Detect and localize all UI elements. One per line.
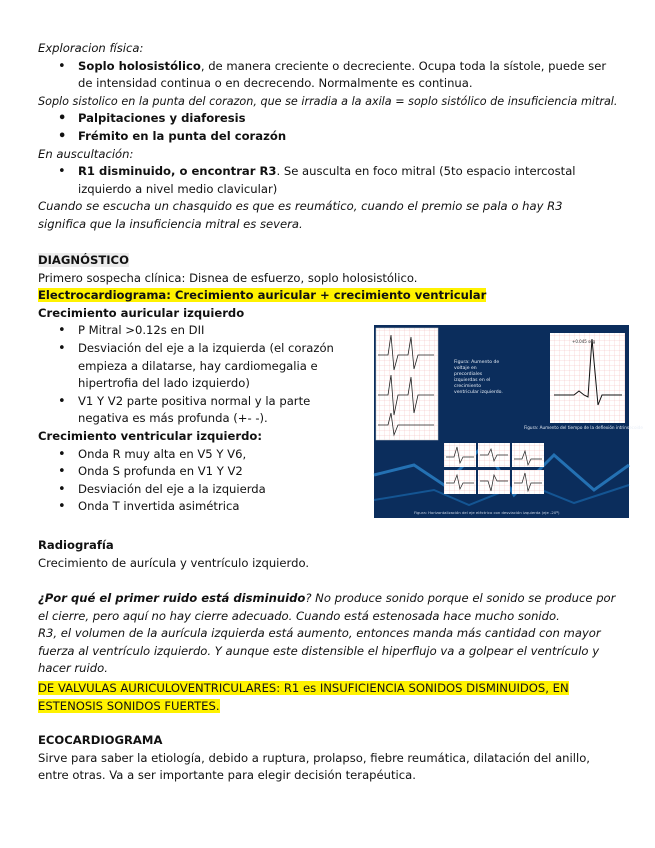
chasquido-note-1: Cuando se escucha un chasquido es que es reumático, cuando el premio se pala o hay R3 xyxy=(38,199,563,214)
radiografia-text: Crecimiento de aurícula y ventrículo izquierdo. xyxy=(38,555,310,570)
list-item: • Onda R muy alta en V5 Y V6, xyxy=(38,446,458,464)
list-item: • P Mitral >0.12s en DII xyxy=(38,322,358,340)
list-item: • Palpitaciones y diaforesis xyxy=(38,110,618,128)
figure-caption-1: Figura: Aumento de voltaje en precordiales izquierdas en el crecimiento ventricular izquierdo. xyxy=(454,360,503,395)
exploracion-heading: Exploracion física: xyxy=(38,41,144,55)
exploracion-heading-text: Exploracion física xyxy=(38,41,140,55)
list-item: • Frémito en la punta del corazón xyxy=(38,128,618,146)
list-item xyxy=(38,58,618,93)
r1-bold: R1 disminuido, o encontrar R3 xyxy=(78,164,277,179)
pregunta-text xyxy=(38,590,620,625)
radiografia-title: Radiografía xyxy=(38,538,114,552)
valvulas-highlight: DE VALVULAS AURICULOVENTRICULARES: R1 es INSUFICIENCIA SONIDOS DISMINUIDOS, EN ESTENOSIS SONIDOS FUERTES. xyxy=(38,681,569,713)
list-item: • Onda T invertida asimétrica xyxy=(38,498,458,516)
list-item: • Desviación del eje a la izquierda (el corazón empieza a dilatarse, hay cardiomegalia e hipertrofia del lado izquierdo) xyxy=(38,340,358,393)
soplo-bold: Soplo holosistólico xyxy=(78,58,201,73)
figure-caption-3: Figura: Horizontalización del eje eléctrico con desviación izquierda (eje -20º) xyxy=(414,510,560,515)
soplo-rest: , de manera creciente o decreciente. Ocupa toda la sístole, puede ser de intensidad continua o en decrecendo. Normalmente es continua. xyxy=(78,58,607,91)
radiografia-section xyxy=(38,537,618,572)
pregunta-bold: ¿Por qué el primer ruido está disminuido xyxy=(38,591,306,605)
eco-text: Sirve para saber la etiología, debido a ruptura, prolapso, fiebre reumática, dilatación del anillo, entre otras. Va a ser importante para elegir decisión terapéutica. xyxy=(38,750,590,783)
exploracion-section xyxy=(38,40,618,234)
pregunta-rest: ? No produce sonido porque el sonido se produce por el cierre, pero aquí no hay cierre adecuado. Cuando está estenosada hace mucho sonido. xyxy=(38,591,616,623)
valvulas-section xyxy=(38,680,618,715)
r3-text: R3, el volumen de la aurícula izquierda está aumento, entonces manda más cantidad con mayor fuerza al ventrículo izquierdo. Y aunque este distensible el hiperflujo va a golpear el ventrículo y hacer ruido. xyxy=(38,626,601,676)
chasquido-note-2: significa que la insuficiencia mitral es severa. xyxy=(38,216,303,231)
ecg-highlight: Electrocardiograma: Crecimiento auricular + crecimiento ventricular xyxy=(38,288,487,303)
ecg-figure xyxy=(374,325,643,518)
auscultacion-heading-text: En auscultación xyxy=(38,146,130,161)
figure-caption-2: Figura: Aumento del tiempo de la deflexión intrinsecoide xyxy=(524,425,643,430)
auscultacion-heading: En auscultación: xyxy=(38,146,134,161)
cai-title: Crecimiento auricular izquierdo xyxy=(38,305,245,320)
inset-label: +0.045 seg xyxy=(572,339,596,344)
eco-section xyxy=(38,732,620,785)
list-item xyxy=(38,163,618,198)
ecg-figure-graphic xyxy=(374,325,643,518)
pregunta-section xyxy=(38,590,620,678)
list-item: • V1 Y V2 parte positiva normal y la parte negativa es más profunda (+- -). xyxy=(38,393,358,428)
diagnostico-line: Primero sospecha clínica: Disnea de esfuerzo, soplo holosistólico. xyxy=(38,270,418,285)
list-item: • Onda S profunda en V1 Y V2 xyxy=(38,463,458,481)
diagnostico-title: DIAGNÓSTICO xyxy=(38,253,129,267)
eco-title: ECOCARDIOGRAMA xyxy=(38,733,163,747)
list-item: • Desviación del eje a la izquierda xyxy=(38,481,458,499)
soplo-note: Soplo sistolico en la punta del corazon, que se irradia a la axila = soplo sistólico de insuficiencia mitral. xyxy=(38,94,618,108)
r1-rest: . Se ausculta en foco mitral (5to espacio intercostal izquierdo a nivel medio clavicular) xyxy=(78,164,576,196)
cvi-title: Crecimiento ventricular izquierdo: xyxy=(38,428,262,443)
